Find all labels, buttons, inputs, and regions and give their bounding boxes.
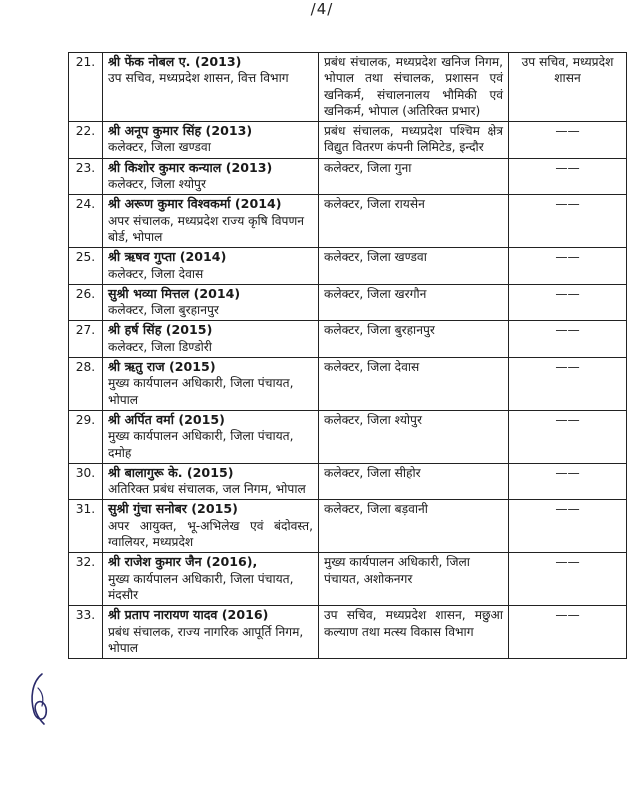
officer-name: श्री अनूप कुमार सिंह (2013) — [108, 123, 253, 139]
officer-cell — [103, 248, 319, 285]
officer-cell — [103, 500, 319, 553]
new-posting: कलेक्टर, जिला श्योपुर — [319, 410, 509, 463]
current-posting: अपर आयुक्त, भू-अभिलेख एवं बंदोवस्त, ग्वालियर, मध्यप्रदेश — [108, 518, 313, 550]
officer-cell — [103, 358, 319, 411]
additional-charge: —— — [509, 248, 627, 285]
officer-cell — [103, 195, 319, 248]
current-posting: मुख्य कार्यपालन अधिकारी, जिला पंचायत, भोपाल — [108, 376, 294, 407]
new-posting: उप सचिव, मध्यप्रदेश शासन, मछुआ कल्याण तथा मत्स्य विकास विभाग — [319, 606, 509, 659]
additional-charge: —— — [509, 158, 627, 195]
officer-name: श्री बालागुरू के. (2015) — [108, 464, 234, 480]
new-posting: कलेक्टर, जिला देवास — [319, 358, 509, 411]
current-posting: उप सचिव, मध्यप्रदेश शासन, वित्त विभाग — [108, 71, 289, 86]
serial-number: 30. — [69, 463, 103, 500]
serial-number: 26. — [69, 284, 103, 321]
officer-cell — [103, 463, 319, 500]
serial-number: 22. — [69, 122, 103, 159]
additional-charge: —— — [509, 321, 627, 358]
new-posting: कलेक्टर, जिला गुना — [319, 158, 509, 195]
officer-cell — [103, 122, 319, 159]
current-posting: कलेक्टर, जिला खण्डवा — [108, 140, 211, 155]
new-posting: कलेक्टर, जिला रायसेन — [319, 195, 509, 248]
additional-charge: —— — [509, 195, 627, 248]
table-row — [69, 248, 627, 285]
new-posting: प्रबंध संचालक, मध्यप्रदेश पश्चिम क्षेत्र विद्युत वितरण कंपनी लिमिटेड, इन्दौर — [319, 122, 509, 159]
table-row — [69, 606, 627, 659]
additional-charge: उप सचिव, मध्यप्रदेश शासन — [509, 53, 627, 122]
new-posting: मुख्य कार्यपालन अधिकारी, जिला पंचायत, अशोकनगर — [319, 553, 509, 606]
signature-mark — [24, 668, 54, 728]
officer-name: श्री ऋतु राज (2015) — [108, 359, 216, 375]
additional-charge: —— — [509, 606, 627, 659]
officer-cell — [103, 53, 319, 122]
officer-name: सुश्री भव्या मित्तल (2014) — [108, 285, 241, 301]
additional-charge: —— — [509, 122, 627, 159]
serial-number: 32. — [69, 553, 103, 606]
current-posting: मुख्य कार्यपालन अधिकारी, जिला पंचायत, मंदसौर — [108, 571, 294, 602]
table-row — [69, 553, 627, 606]
table-row — [69, 195, 627, 248]
transfer-table-body — [69, 53, 627, 659]
table-row — [69, 321, 627, 358]
table-row — [69, 463, 627, 500]
serial-number: 29. — [69, 410, 103, 463]
table-row — [69, 158, 627, 195]
table-row — [69, 358, 627, 411]
new-posting: प्रबंध संचालक, मध्यप्रदेश खनिज निगम, भोपाल तथा संचालक, प्रशासन एवं खनिकर्म, संचालनालय भौमिकी एवं खनिकर्म, भोपाल (अतिरिक्त प्रभार) — [319, 53, 509, 122]
current-posting: प्रबंध संचालक, राज्य नागरिक आपूर्ति निगम, भोपाल — [108, 624, 304, 655]
officer-name: श्री फेंक नोबल ए. (2013) — [108, 54, 242, 69]
current-posting: कलेक्टर, जिला बुरहानपुर — [108, 303, 219, 318]
serial-number: 24. — [69, 195, 103, 248]
additional-charge: —— — [509, 410, 627, 463]
officer-name: श्री अर्पित वर्मा (2015) — [108, 411, 225, 427]
table-row — [69, 122, 627, 159]
serial-number: 31. — [69, 500, 103, 553]
officer-cell — [103, 606, 319, 659]
table-row — [69, 410, 627, 463]
officer-name: श्री राजेश कुमार जैन (2016), — [108, 554, 258, 570]
officer-cell — [103, 284, 319, 321]
table-row — [69, 53, 627, 122]
new-posting: कलेक्टर, जिला बड़वानी — [319, 500, 509, 553]
serial-number: 27. — [69, 321, 103, 358]
current-posting: कलेक्टर, जिला श्योपुर — [108, 177, 206, 192]
additional-charge: —— — [509, 463, 627, 500]
table-row — [69, 284, 627, 321]
new-posting: कलेक्टर, जिला सीहोर — [319, 463, 509, 500]
officer-cell — [103, 321, 319, 358]
officer-name: श्री अरूण कुमार विश्वकर्मा (2014) — [108, 196, 282, 212]
page-number: /4/ — [310, 0, 334, 18]
current-posting: अतिरिक्त प्रबंध संचालक, जल निगम, भोपाल — [108, 482, 306, 497]
officer-name: श्री प्रताप नारायण यादव (2016) — [108, 607, 269, 623]
officer-name: श्री किशोर कुमार कन्याल (2013) — [108, 159, 273, 175]
serial-number: 21. — [69, 53, 103, 122]
officer-name: श्री हर्ष सिंह (2015) — [108, 322, 213, 338]
new-posting: कलेक्टर, जिला खण्डवा — [319, 248, 509, 285]
serial-number: 28. — [69, 358, 103, 411]
current-posting: अपर संचालक, मध्यप्रदेश राज्य कृषि विपणन बोर्ड, भोपाल — [108, 213, 305, 244]
officer-name: श्री ऋषव गुप्ता (2014) — [108, 249, 227, 265]
additional-charge: —— — [509, 358, 627, 411]
current-posting: कलेक्टर, जिला देवास — [108, 266, 204, 281]
current-posting: मुख्य कार्यपालन अधिकारी, जिला पंचायत, दमोह — [108, 429, 294, 460]
additional-charge: —— — [509, 284, 627, 321]
transfer-table — [68, 52, 627, 659]
officer-cell — [103, 410, 319, 463]
serial-number: 23. — [69, 158, 103, 195]
new-posting: कलेक्टर, जिला बुरहानपुर — [319, 321, 509, 358]
officer-cell — [103, 553, 319, 606]
serial-number: 25. — [69, 248, 103, 285]
table-row — [69, 500, 627, 553]
officer-name: सुश्री गुंचा सनोबर (2015) — [108, 501, 238, 517]
additional-charge: —— — [509, 553, 627, 606]
current-posting: कलेक्टर, जिला डिण्डोरी — [108, 339, 212, 354]
new-posting: कलेक्टर, जिला खरगौन — [319, 284, 509, 321]
serial-number: 33. — [69, 606, 103, 659]
additional-charge: —— — [509, 500, 627, 553]
officer-cell — [103, 158, 319, 195]
